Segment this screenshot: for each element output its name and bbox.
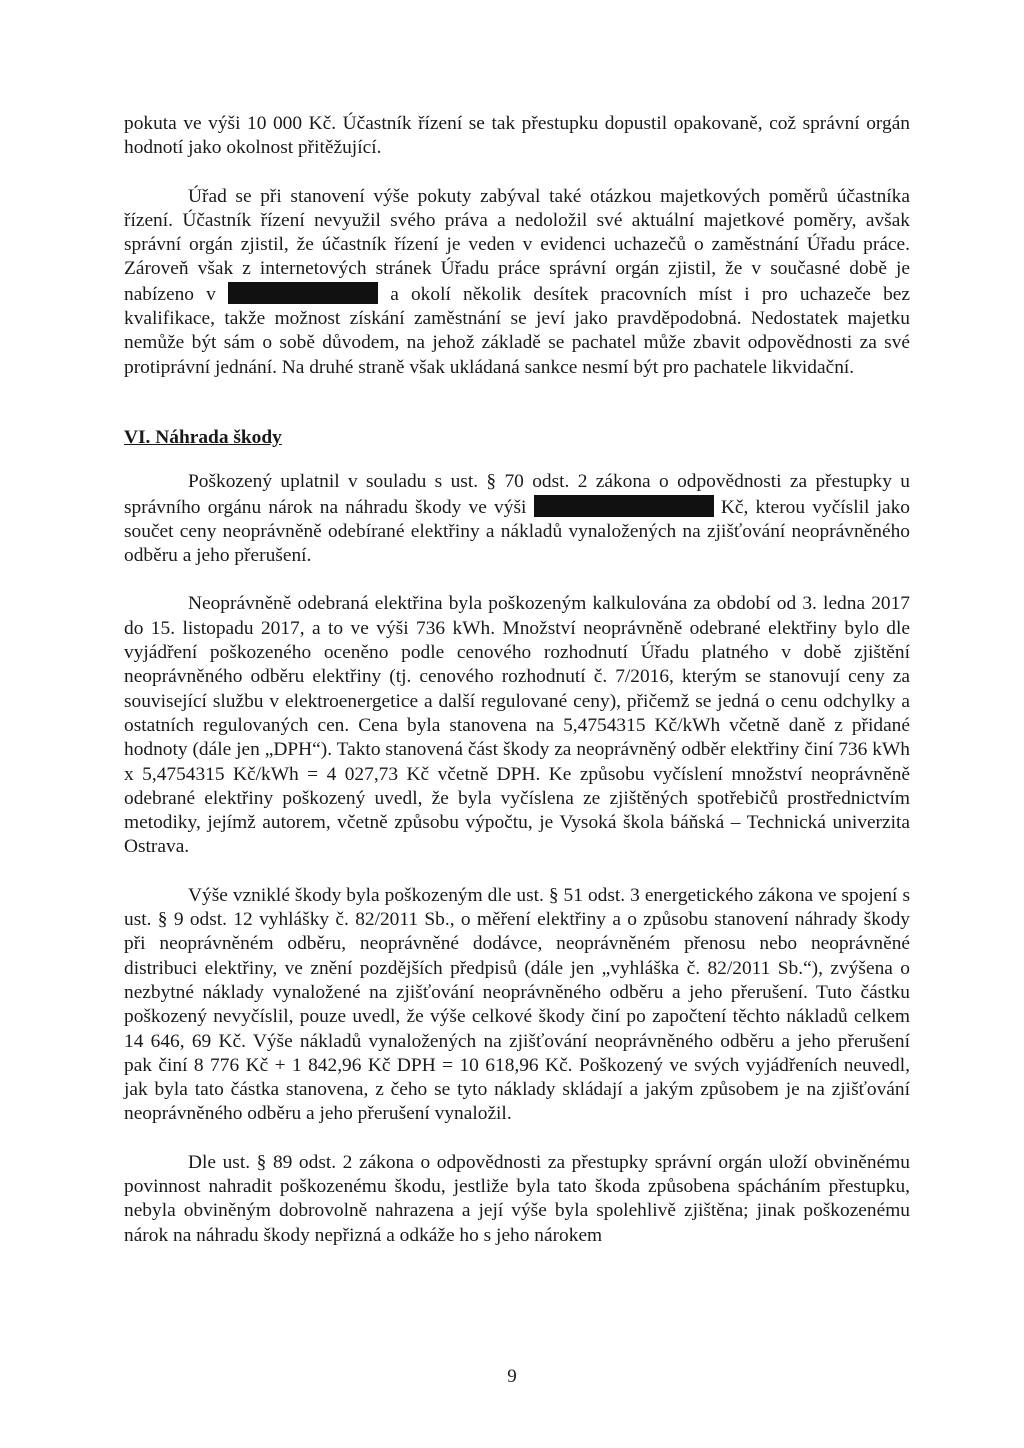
paragraph-property-text-start: Úřad se při stanovení výše pokuty zabýval také otázkou majetkových poměrů účastníka řízení. Účastník řízení nevyužil svého práva a nedoložil své aktuální majetkové poměry, avšak správní orgán zjistil, že účastník řízení je veden v evidenci uchazečů o zaměstnání Úřadu práce. Zároveň však z internetových stránek Úřadu práce správní orgán zjistil, že v současné době je nabízeno v	[124, 185, 910, 305]
paragraph-damage-claim	[124, 470, 910, 568]
paragraph-damage-text-start: Poškozený uplatnil v souladu s ust. § 70 odst. 2 zákona o odpovědnosti za přestupky u správního orgánu nárok na náhradu škody ve výši	[124, 471, 910, 518]
paragraph-damage-increase: Výše vzniklé škody byla poškozeným dle ust. § 51 odst. 3 energetického zákona ve spojení s ust. § 9 odst. 12 vyhlášky č. 82/2011 Sb., o měření elektřiny a o způsobu stanovení náhrady škody při neoprávněném odběru, neoprávněné dodávce, neoprávněném přenosu nebo neoprávněné distribuci elektřiny, ve znění pozdějších předpisů (dále jen „vyhláška č. 82/2011 Sb.“), zvýšena o nezbytné náklady vynaložené na zjišťování neoprávněného odběru a jeho přerušení. Tuto částku poškozený nevyčíslil, pouze uvedl, že výše celkové škody činí po započtení těchto nákladů celkem 14 646, 69 Kč. Výše nákladů vynaložených na zjišťování neoprávněného odběru a jeho přerušení pak činí 8 776 Kč + 1 842,96 Kč DPH = 10 618,96 Kč. Poškozený ve svých vyjádřeních neuvedl, jak byla tato částka stanovena, z čeho se tyto náklady skládají a jakým způsobem je na zjišťování neoprávněného odběru a jeho přerušení vynaložil.	[124, 884, 910, 1125]
section-heading: VI. Náhrada škody	[124, 426, 282, 448]
page-content	[124, 112, 910, 1248]
paragraph-property-conditions	[124, 185, 910, 380]
redaction-block	[534, 495, 714, 517]
page-number: 9	[507, 1366, 517, 1387]
paragraph-compensation-rule: Dle ust. § 89 odst. 2 zákona o odpovědnosti za přestupky správní orgán uloží obviněnému povinnost nahradit poškozenému škodu, jestliže byla tato škoda způsobena spácháním přestupku, nebyla obviněným dobrovolně nahrazena a její výše byla spolehlivě zjištěna; jinak poškozenému nárok na náhradu škody nepřizná a odkáže ho s jeho nárokem	[124, 1151, 910, 1246]
paragraph-property-text-end: a okolí několik desítek pracovních míst i pro uchazeče bez kvalifikace, takže možnost získání zaměstnání se jeví jako pravděpodobná. Nedostatek majetku nemůže být sám o sobě důvodem, na jehož základě se pachatel může zbavit odpovědnosti za své protiprávní jednání. Na druhé straně však ukládaná sankce nesmí být pro pachatele likvidační.	[124, 283, 910, 378]
paragraph-fine-amount: pokuta ve výši 10 000 Kč. Účastník řízení se tak přestupku dopustil opakovaně, což správní orgán hodnotí jako okolnost přitěžující.	[124, 113, 910, 159]
paragraph-electricity-calculation: Neoprávněně odebraná elektřina byla poškozeným kalkulována za období od 3. ledna 2017 do 15. listopadu 2017, a to ve výši 736 kWh. Množství neoprávněně odebrané elektřiny bylo dle vyjádření poškozeného oceněno podle cenového rozhodnutí Úřadu platného v době zjištění neoprávněného odběru elektřiny (tj. cenového rozhodnutí č. 7/2016, kterým se stanovují ceny za související službu v elektroenergetice a další regulované ceny), přičemž se jedná o cenu odchylky a ostatních regulovaných cen. Cena byla stanovena na 5,4754315 Kč/kWh včetně daně z přidané hodnoty (dále jen „DPH“). Takto stanovená část škody za neoprávněný odběr elektřiny činí 736 kWh x 5,4754315 Kč/kWh = 4 027,73 Kč včetně DPH. Ke způsobu vyčíslení množství neoprávněně odebrané elektřiny poškozený uvedl, že byla vyčíslena ze zjištěných spotřebičů prostřednictvím metodiky, jejímž autorem, včetně způsobu výpočtu, je Vysoká škola báňská – Technická univerzita Ostrava.	[124, 593, 910, 858]
paragraph-damage-text-end: Kč, kterou vyčíslil jako součet ceny neoprávněně odebírané elektřiny a nákladů vynaložených na zjišťování neoprávněného odběru a jeho přerušení.	[124, 496, 910, 567]
redaction-block	[228, 282, 378, 304]
